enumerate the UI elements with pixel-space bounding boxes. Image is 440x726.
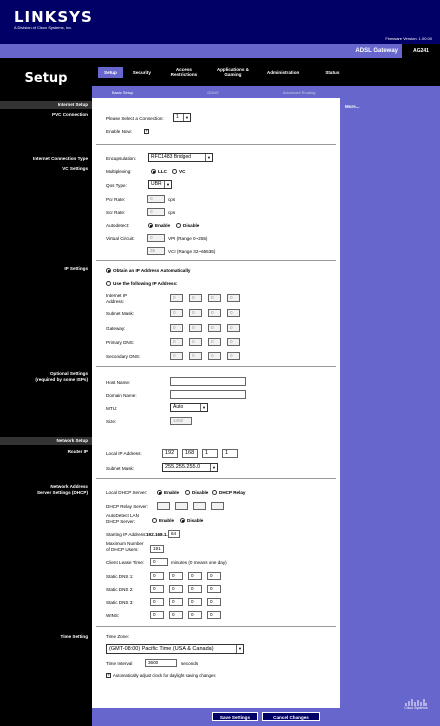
subtab-advanced-routing[interactable]: Advanced Routing — [282, 89, 316, 95]
tab-applications-gaming[interactable]: Applications & Gaming — [216, 67, 249, 77]
local-ip-octet-2[interactable]: 168 — [182, 449, 198, 458]
static-dns2-octet-2[interactable]: 0 — [169, 585, 183, 593]
cisco-logo: Cisco Systems — [398, 697, 434, 715]
time-interval-unit: seconds — [181, 661, 199, 666]
section-network-setup: Network Setup — [0, 437, 92, 445]
enable-now-checkbox[interactable]: ✓ — [145, 128, 150, 134]
wins-octet-4[interactable]: 0 — [207, 611, 221, 619]
static-dns1-octet-2[interactable]: 0 — [169, 572, 183, 580]
label-pvc-connection: PVC Connection — [52, 112, 88, 117]
dst-label: Automatically adjust clock for daylight saving changes — [113, 673, 216, 678]
use-ip-radio[interactable] — [106, 281, 111, 286]
relay-server-octet-1[interactable] — [157, 502, 170, 510]
tab-setup[interactable]: Setup — [98, 67, 123, 78]
autodetect-lan-enable-label: Enable — [159, 518, 175, 523]
autodetect-disable-radio[interactable] — [176, 223, 181, 228]
mtu-label: MTU: — [106, 406, 118, 411]
mtu-size-input[interactable]: 1492 — [170, 417, 192, 425]
select-connection-label: Please Select a Connection: — [106, 116, 164, 121]
subtab-ddns[interactable]: DDNS — [207, 89, 219, 95]
autodetect-enable-radio[interactable] — [148, 223, 153, 228]
static-dns3-octet-2[interactable]: 0 — [169, 598, 183, 606]
time-interval-label: Time Interval — [106, 661, 133, 666]
autodetect-enable-label: Enable — [155, 223, 171, 228]
llc-radio[interactable] — [151, 169, 156, 174]
static-dns2-octet-4[interactable]: 0 — [207, 585, 221, 593]
dhcp-server-label: Local DHCP Server: — [106, 490, 148, 495]
lease-time-input[interactable]: 0 — [150, 558, 168, 566]
dhcp-enable-radio[interactable] — [157, 490, 162, 495]
multiplexing-label: Multiplexing: — [106, 169, 132, 174]
autodetect-label: Autodetect: — [106, 223, 130, 228]
relay-server-octet-3[interactable] — [193, 502, 206, 510]
pcr-rate-label: Pcr Rate: — [106, 197, 126, 202]
time-interval-input[interactable]: 3600 — [145, 659, 177, 667]
qos-type-label: Qos Type: — [106, 183, 127, 188]
starting-ip-prefix: 192.168.1. — [146, 532, 168, 537]
wins-label: WINS: — [106, 613, 120, 618]
wins-octet-1[interactable]: 0 — [150, 611, 164, 619]
mtu-select[interactable]: Auto ▼ — [170, 403, 208, 412]
scr-rate-label: Scr Rate: — [106, 210, 126, 215]
label-internet-connection-type: Internet Connection Type — [32, 156, 88, 161]
router-subnet-select[interactable]: 255.255.255.0 ▼ — [162, 463, 218, 472]
subtab-basic-setup[interactable]: Basic Setup — [112, 89, 134, 95]
dhcp-disable-radio[interactable] — [185, 490, 190, 495]
use-ip-label: Use the following IP Address: — [113, 281, 178, 286]
cisco-bridge-icon — [404, 698, 428, 706]
vc-radio[interactable] — [172, 169, 177, 174]
max-users-label: Maximum Number of DHCP Users: — [106, 541, 144, 552]
label-ip-settings: IP Settings — [64, 266, 88, 271]
secondary-dns-octet-2[interactable]: 0 — [189, 352, 202, 360]
autodetect-disable-label: Disable — [183, 223, 200, 228]
divider — [96, 626, 336, 627]
dhcp-disable-label: Disable — [192, 490, 209, 495]
obtain-ip-label: Obtain an IP Address Automatically — [113, 268, 191, 273]
wins-octet-3[interactable]: 0 — [188, 611, 202, 619]
relay-server-octet-4[interactable] — [211, 502, 224, 510]
ip-subnet-octet-4[interactable]: 0 — [227, 309, 240, 317]
page-title: Setup — [0, 58, 92, 98]
tab-status[interactable]: Status — [325, 69, 340, 75]
ip-subnet-octet-2[interactable]: 0 — [189, 309, 202, 317]
relay-server-label: DHCP Relay Server: — [106, 504, 149, 509]
static-dns3-octet-1[interactable]: 0 — [150, 598, 164, 606]
starting-ip-label: Starting IP Address: — [106, 532, 147, 537]
chevron-down-icon: ▼ — [183, 114, 190, 121]
relay-server-octet-2[interactable] — [175, 502, 188, 510]
label-server-settings: Server Settings (DHCP) — [36, 490, 88, 495]
autodetect-lan-label: AutoDetect LAN DHCP Server: — [106, 513, 139, 524]
local-ip-label: Local IP Address: — [106, 451, 142, 456]
main-tabs — [92, 58, 440, 86]
host-name-input[interactable] — [170, 377, 246, 386]
starting-ip-input[interactable]: 64 — [168, 530, 180, 538]
primary-dns-octet-3[interactable]: 0 — [208, 338, 221, 346]
max-users-input[interactable]: 191 — [150, 545, 164, 553]
pcr-rate-input[interactable]: 0 — [147, 195, 165, 203]
gateway-octet-2[interactable]: 0 — [189, 324, 202, 332]
static-dns3-octet-4[interactable]: 0 — [207, 598, 221, 606]
right-column — [340, 98, 440, 726]
vpi-range: VPI (Range 0~255) — [168, 236, 208, 241]
internet-ip-octet-3[interactable]: 0 — [208, 294, 221, 302]
size-label: Size: — [106, 419, 117, 424]
local-ip-octet-1[interactable]: 192 — [162, 449, 178, 458]
llc-label: LLC — [158, 169, 167, 174]
encapsulation-select[interactable]: RFC1483 Bridged ▼ — [148, 153, 213, 162]
static-dns2-octet-3[interactable]: 0 — [188, 585, 202, 593]
primary-dns-label: Primary DNS: — [106, 340, 135, 345]
local-ip-octet-3[interactable]: 1 — [202, 449, 218, 458]
chevron-down-icon: ▼ — [210, 464, 217, 471]
tab-administration[interactable]: Administration — [266, 69, 300, 75]
wins-octet-2[interactable]: 0 — [169, 611, 183, 619]
divider — [96, 366, 336, 367]
logo-subtitle: A Division of Cisco Systems, Inc. — [14, 25, 73, 30]
router-subnet-label: Subnet Mask: — [106, 466, 135, 471]
static-dns1-octet-3[interactable]: 0 — [188, 572, 202, 580]
model-number: AG241 — [402, 44, 440, 58]
label-network-address: Network Address — [50, 484, 88, 489]
chevron-down-icon: ▼ — [200, 404, 207, 411]
linksys-logo: LINKSYS — [14, 8, 93, 26]
dhcp-relay-label: DHCP Relay — [219, 490, 246, 495]
divider — [96, 478, 336, 479]
local-ip-octet-4[interactable]: 1 — [222, 449, 238, 458]
primary-dns-octet-1[interactable]: 0 — [170, 338, 183, 346]
label-vc-settings: VC Settings — [62, 166, 88, 171]
autodetect-lan-disable-radio[interactable] — [180, 518, 185, 523]
product-name: ADSL Gateway — [355, 48, 398, 54]
divider — [96, 144, 336, 145]
ip-subnet-mask-label: Subnet Mask: — [106, 311, 135, 316]
gateway-octet-4[interactable]: 0 — [227, 324, 240, 332]
vci-range: VCI (Range 32~65535) — [168, 249, 216, 254]
primary-dns-octet-2[interactable]: 0 — [189, 338, 202, 346]
dst-checkbox[interactable]: ✓ — [107, 672, 112, 678]
enable-now-label: Enable Now: — [106, 129, 133, 134]
tab-access-restrictions[interactable]: Access Restrictions — [170, 67, 198, 77]
divider — [96, 260, 336, 261]
connection-select[interactable]: 1 ▼ — [173, 113, 191, 122]
ip-subnet-octet-3[interactable]: 0 — [208, 309, 221, 317]
gateway-octet-1[interactable]: 0 — [170, 324, 183, 332]
static-dns3-label: Static DNS 3: — [106, 600, 134, 605]
save-settings-button[interactable]: Save Settings — [212, 712, 258, 721]
chevron-down-icon: ▼ — [164, 181, 171, 188]
label-router-ip: Router IP — [67, 449, 88, 454]
domain-name-label: Domain Name: — [106, 393, 137, 398]
section-internet-setup: Internet Setup — [0, 101, 92, 109]
static-dns3-octet-3[interactable]: 0 — [188, 598, 202, 606]
host-name-label: Host Name: — [106, 380, 131, 385]
pcr-unit: cps — [168, 197, 176, 202]
sub-tabs — [92, 86, 440, 98]
internet-ip-octet-1[interactable]: 0 — [170, 294, 183, 302]
vpi-input[interactable]: 0 — [147, 234, 165, 242]
tab-security[interactable]: Security — [132, 69, 151, 75]
gateway-octet-3[interactable]: 0 — [208, 324, 221, 332]
gateway-label: Gateway: — [106, 326, 126, 331]
label-time-setting: Time Setting — [60, 634, 88, 639]
static-dns1-octet-1[interactable]: 0 — [150, 572, 164, 580]
static-dns1-label: Static DNS 1: — [106, 574, 134, 579]
lease-time-note: minutes (0 means one day) — [171, 560, 227, 565]
more-link[interactable]: More... — [345, 104, 360, 109]
dhcp-enable-label: Enable — [164, 490, 180, 495]
time-zone-label: Time Zone: — [106, 634, 130, 639]
internet-ip-label: Internet IP Address: — [106, 293, 128, 304]
vc-label: VC — [179, 169, 186, 174]
scr-rate-input[interactable]: 0 — [147, 208, 165, 216]
secondary-dns-octet-4[interactable]: 0 — [227, 352, 240, 360]
ip-subnet-octet-1[interactable]: 0 — [170, 309, 183, 317]
qos-type-select[interactable]: UBR ▼ — [148, 180, 172, 189]
encapsulation-label: Encapsulation: — [106, 156, 137, 161]
secondary-dns-octet-1[interactable]: 0 — [170, 352, 183, 360]
left-column — [0, 98, 92, 726]
vci-input[interactable]: 35 — [147, 247, 165, 255]
lease-time-label: Client Lease Time: — [106, 560, 145, 565]
label-optional-note: (required by some ISPs) — [35, 377, 88, 382]
static-dns1-octet-4[interactable]: 0 — [207, 572, 221, 580]
scr-unit: cps — [168, 210, 176, 215]
secondary-dns-octet-3[interactable]: 0 — [208, 352, 221, 360]
domain-name-input[interactable] — [170, 390, 246, 399]
chevron-down-icon: ▼ — [205, 154, 212, 161]
time-zone-select[interactable]: (GMT-08:00) Pacific Time (USA & Canada) ▼ — [106, 644, 244, 654]
internet-ip-octet-2[interactable]: 0 — [189, 294, 202, 302]
dhcp-relay-radio[interactable] — [212, 490, 217, 495]
chevron-down-icon: ▼ — [236, 645, 243, 653]
virtual-circuit-label: Virtual Circuit: — [106, 236, 135, 241]
autodetect-lan-enable-radio[interactable] — [152, 518, 157, 523]
cancel-changes-button[interactable]: Cancel Changes — [262, 712, 320, 721]
obtain-ip-radio[interactable] — [106, 268, 111, 273]
primary-dns-octet-4[interactable]: 0 — [227, 338, 240, 346]
secondary-dns-label: Secondary DNS: — [106, 354, 141, 359]
static-dns2-label: Static DNS 2: — [106, 587, 134, 592]
static-dns2-octet-1[interactable]: 0 — [150, 585, 164, 593]
firmware-version: Firmware Version: 1.00.00 — [385, 36, 432, 41]
autodetect-lan-disable-label: Disable — [187, 518, 204, 523]
label-optional-settings: Optional Settings — [49, 371, 88, 376]
internet-ip-octet-4[interactable]: 0 — [227, 294, 240, 302]
